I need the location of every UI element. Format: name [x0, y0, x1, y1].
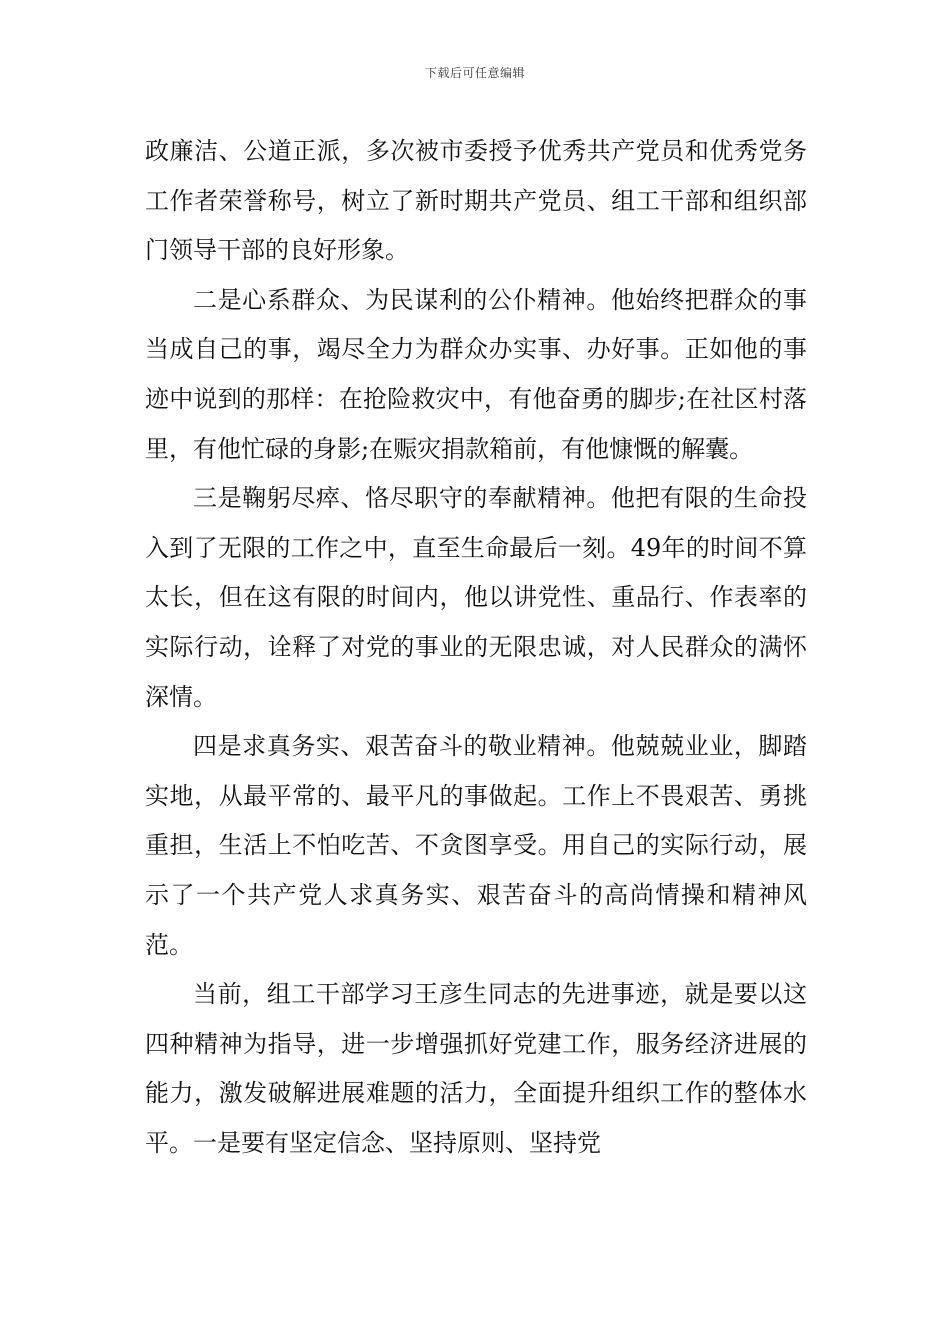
paragraph: 三是鞠躬尽瘁、恪尽职守的奉献精神。他把有限的生命投入到了无限的工作之中，直至生命最后一刻。49年的时间不算太长，但在这有限的时间内，他以讲党性、重品行、作表率的实际行动，诠释了对党的事业的无限忠诚，对人民群众的满怀深情。 — [145, 484, 807, 711]
page-header: 下载后可任意编辑 — [424, 66, 525, 80]
paragraph: 二是心系群众、为民谋利的公仆精神。他始终把群众的事当成自己的事，竭尽全力为群众办实事、办好事。正如他的事迹中说到的那样：在抢险救灾中，有他奋勇的脚步;在社区村落里，有他忙碌的身影;在赈灾捐款箱前，有他慷慨的解囊。 — [145, 285, 807, 463]
paragraph: 当前，组工干部学习王彦生同志的先进事迹，就是要以这四种精神为指导，进一步增强抓好党建工作，服务经济进展的能力，激发破解进展难题的活力，全面提升组织工作的整体水平。一是要有坚定信念、坚持原则、坚持党 — [145, 980, 807, 1157]
paragraph: 四是求真务实、艰苦奋斗的敬业精神。他兢兢业业，脚踏实地，从最平常的、最平凡的事做起。工作上不畏艰苦、勇挑重担，生活上不怕吃苦、不贪图享受。用自己的实际行动，展示了一个共产党人求真务实、艰苦奋斗的高尚情操和精神风范。 — [145, 732, 807, 959]
document-body — [145, 127, 807, 1168]
paragraph-continuation: 政廉洁、公道正派，多次被市委授予优秀共产党员和优秀党务工作者荣誉称号，树立了新时期共产党员、组工干部和组织部门领导干部的良好形象。 — [145, 137, 807, 265]
